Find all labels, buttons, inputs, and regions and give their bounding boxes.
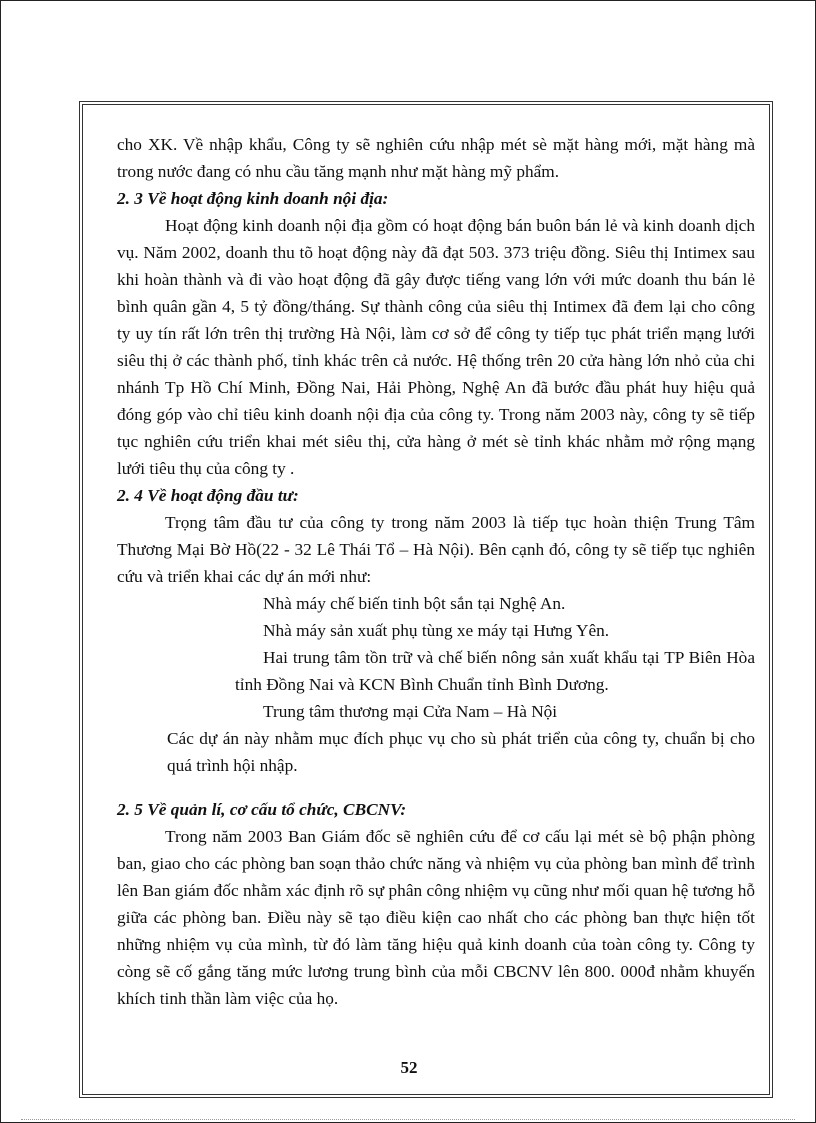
- page-number: 52: [400, 1058, 418, 1077]
- intro-paragraph: cho XK. Về nhập khẩu, Công ty sẽ nghiên cứu nhập mét sè mặt hàng mới, mặt hàng mà trong nước đang có nhu cầu tăng mạnh như mặt hàng mỹ phẩm.: [117, 135, 755, 181]
- footer-divider: [21, 1119, 795, 1120]
- section-heading-domestic-business: 2. 3 Về hoạt động kinh doanh nội địa:: [117, 189, 389, 208]
- section-heading-investment: 2. 4 Về hoạt động đầu tư:: [117, 486, 299, 505]
- project-list: [235, 590, 755, 725]
- investment-paragraph: Trọng tâm đầu tư của công ty trong năm 2003 là tiếp tục hoàn thiện Trung Tâm Thương Mại Bờ Hồ(22 - 32 Lê Thái Tổ – Hà Nội). Bên cạnh đó, công ty sẽ tiếp tục nghiên cứu và triển khai các dự án mới như:: [117, 513, 755, 586]
- project-item: Nhà máy chế biến tinh bột sắn tại Nghệ An.: [263, 594, 566, 613]
- project-item: Nhà máy sản xuất phụ tùng xe máy tại Hưng Yên.: [263, 621, 610, 640]
- section-heading-management: 2. 5 Về quản lí, cơ cấu tổ chức, CBCNV:: [117, 800, 407, 820]
- project-item: Trung tâm thương mại Cửa Nam – Hà Nội: [263, 702, 558, 721]
- management-paragraph: Trong năm 2003 Ban Giám đốc sẽ nghiên cứu để cơ cấu lại mét sè bộ phận phòng ban, giao cho các phòng ban soạn thảo chức năng và nhiệm vụ của phòng ban mình để trình lên Ban giám đốc nhằm xác định rõ sự phân công nhiệm vụ cũng như mối quan hệ tương hỗ giữa các phòng ban. Điều này sẽ tạo điều kiện cao nhất cho các phòng ban thực hiện tốt những nhiệm vụ của mình, từ đó làm tăng hiệu quả kinh doanh của toàn công ty. Công ty còng sẽ cố gắng tăng mức lương trung bình của mỗi CBCNV lên 800. 000đ nhằm khuyến khích tinh thần làm việc của họ.: [117, 827, 755, 1009]
- domestic-business-paragraph: Hoạt động kinh doanh nội địa gồm có hoạt động bán buôn bán lẻ và kinh doanh dịch vụ. Năm 2002, doanh thu tõ hoạt động này đã đạt 503. 373 triệu đồng. Siêu thị Intimex sau khi hoàn thành và đi vào hoạt động đã gây được tiếng vang lớn với mức doanh thu bán lẻ bình quân gần 4, 5 tỷ đồng/tháng. Sự thành công của siêu thị Intimex đã đem lại cho công ty uy tín rất lớn trên thị trường Hà Nội, làm cơ sở để công ty tiếp tục phát triển mạng lưới siêu thị ở các thành phố, tỉnh khác trên cả nước. Hệ thống trên 20 cửa hàng lớn nhỏ của chi nhánh Tp Hồ Chí Minh, Đồng Nai, Hải Phòng, Nghệ An đã bước đầu phát huy hiệu quả đóng góp vào chỉ tiêu kinh doanh nội địa của công ty. Trong năm 2003 này, công ty sẽ tiếp tục nghiên cứu triển khai mét siêu thị, cửa hàng ở mét sè tỉnh khác nhằm mở rộng mạng lưới tiêu thụ của công ty .: [117, 216, 755, 478]
- project-item: Hai trung tâm tồn trữ và chế biến nông sản xuất khẩu tại TP Biên Hòa tỉnh Đồng Nai và KCN Bình Chuẩn tỉnh Bình Dương.: [235, 648, 755, 694]
- projects-summary: Các dự án này nhằm mục đích phục vụ cho sù phát triển của công ty, chuẩn bị cho quá trình hội nhập.: [167, 729, 755, 775]
- page-content: [117, 131, 755, 1012]
